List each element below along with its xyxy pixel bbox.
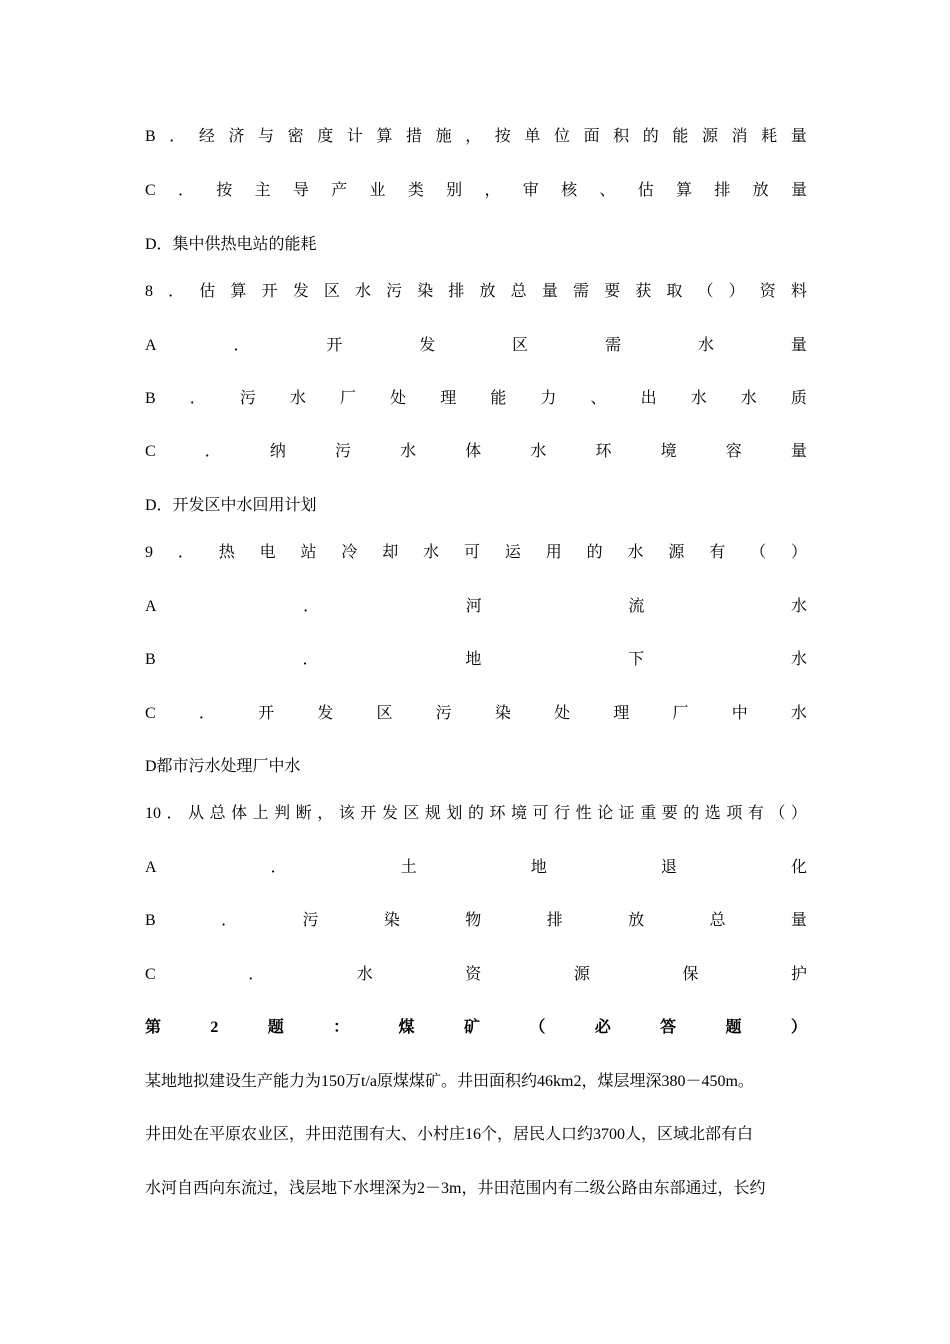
line xyxy=(145,803,807,825)
text-token: 度 xyxy=(317,128,334,145)
text-token: 运 xyxy=(504,544,521,561)
line: 井田处在平原农业区，井田范围有大、小村庄16个，居民人口约3700人，区域北部有白 xyxy=(145,1126,754,1143)
text-token: 性 xyxy=(575,805,592,822)
text-token: C xyxy=(145,443,156,460)
text-token: 水 xyxy=(530,443,547,460)
section-heading xyxy=(145,1017,807,1039)
text-token: A xyxy=(145,859,157,876)
text-token: 选 xyxy=(704,805,721,822)
text-token: ． xyxy=(270,859,287,876)
text-token: 题 xyxy=(725,1019,742,1036)
line xyxy=(145,180,807,202)
text-token: 划 xyxy=(446,805,463,822)
text-token: 估 xyxy=(199,283,216,300)
text-token: 论 xyxy=(597,805,614,822)
text-token: 水 xyxy=(423,544,440,561)
line xyxy=(145,649,807,671)
text-token: 的 xyxy=(683,805,700,822)
text-token: 审 xyxy=(522,182,539,199)
text-token: 消 xyxy=(731,128,748,145)
text-token: 污 xyxy=(302,912,319,929)
line: 某地地拟建设生产能力为150万t/a原煤煤矿。井田面积约46km2，煤层埋深380－450m。 xyxy=(145,1073,754,1090)
text-token: 水 xyxy=(690,390,707,407)
text-token: 放 xyxy=(752,182,769,199)
text-token: 密 xyxy=(287,128,304,145)
text-token: ． xyxy=(177,182,194,199)
text-token: 染 xyxy=(383,912,400,929)
text-token: （ xyxy=(697,283,714,300)
line xyxy=(145,281,807,303)
text-token: 区 xyxy=(323,283,340,300)
text-token: 判 xyxy=(274,805,291,822)
text-token: 行 xyxy=(554,805,571,822)
text-token: 水 xyxy=(790,651,807,668)
text-token: 护 xyxy=(790,966,807,983)
text-token: 的 xyxy=(467,805,484,822)
text-token: 河 xyxy=(465,598,482,615)
text-token: 土 xyxy=(400,859,417,876)
text-token: 流 xyxy=(628,598,645,615)
text-token: B xyxy=(145,128,156,145)
line xyxy=(145,542,807,564)
text-token: 计 xyxy=(346,128,363,145)
text-token: C xyxy=(145,182,156,199)
line xyxy=(145,703,807,725)
text-token: 开 xyxy=(258,705,275,722)
text-token: B xyxy=(145,651,156,668)
text-token: 量 xyxy=(790,337,807,354)
text-token: ， xyxy=(484,182,501,199)
text-token: 开 xyxy=(360,805,377,822)
text-token: 地 xyxy=(465,651,482,668)
line xyxy=(145,596,807,618)
text-token: 按 xyxy=(494,128,511,145)
text-token: 区 xyxy=(376,705,393,722)
line xyxy=(145,964,807,986)
text-token: ． xyxy=(198,705,215,722)
text-token: 物 xyxy=(465,912,482,929)
text-token: 的 xyxy=(586,544,603,561)
text-token: 别 xyxy=(446,182,463,199)
text-token: 源 xyxy=(701,128,718,145)
text-token: 项 xyxy=(726,805,743,822)
text-token: ） xyxy=(790,1019,807,1036)
text-token: 需 xyxy=(605,337,622,354)
text-token: 经 xyxy=(198,128,215,145)
text-token: ． xyxy=(303,598,320,615)
text-token: 10 xyxy=(145,805,161,822)
text-token: 的 xyxy=(642,128,659,145)
line: D．开发区中水回用计划 xyxy=(145,497,317,514)
text-token: 有 xyxy=(747,805,764,822)
text-token: ． xyxy=(248,966,265,983)
text-token: 上 xyxy=(252,805,269,822)
text-token: 需 xyxy=(572,283,589,300)
text-token: 区 xyxy=(403,805,420,822)
text-token: 厂 xyxy=(340,390,357,407)
text-token: 与 xyxy=(258,128,275,145)
line xyxy=(145,335,807,357)
text-token: 量 xyxy=(790,912,807,929)
text-token: 退 xyxy=(660,859,677,876)
text-token: 处 xyxy=(554,705,571,722)
text-token: 主 xyxy=(254,182,271,199)
text-token: 境 xyxy=(660,443,677,460)
text-token: （ xyxy=(529,1019,546,1036)
text-token: 发 xyxy=(317,705,334,722)
line xyxy=(145,441,807,463)
line xyxy=(145,857,807,879)
text-token: 污 xyxy=(435,705,452,722)
text-token: 染 xyxy=(417,283,434,300)
line xyxy=(145,126,807,148)
text-token: 总 xyxy=(209,805,226,822)
text-token: 放 xyxy=(628,912,645,929)
text-token: 业 xyxy=(369,182,386,199)
text-token: 规 xyxy=(424,805,441,822)
text-token: 环 xyxy=(595,443,612,460)
text-token: 煤 xyxy=(398,1019,415,1036)
text-token: 中 xyxy=(731,705,748,722)
text-token: 必 xyxy=(594,1019,611,1036)
text-token: 核 xyxy=(561,182,578,199)
text-token: 电 xyxy=(259,544,276,561)
text-token: 9 xyxy=(145,544,153,561)
text-token: 理 xyxy=(613,705,630,722)
text-token: 可 xyxy=(532,805,549,822)
line: 水河自西向东流过，浅层地下水埋深为2－3m，井田范围内有二级公路由东部通过，长约 xyxy=(145,1180,766,1197)
text-token: 水 xyxy=(289,390,306,407)
text-token: 面 xyxy=(583,128,600,145)
text-token: 开 xyxy=(326,337,343,354)
text-token: C xyxy=(145,966,156,983)
text-token: 、 xyxy=(599,182,616,199)
text-token: 发 xyxy=(292,283,309,300)
text-token: 要 xyxy=(604,283,621,300)
text-token: 产 xyxy=(331,182,348,199)
text-token: 体 xyxy=(231,805,248,822)
text-token: 总 xyxy=(510,283,527,300)
text-token: ） xyxy=(790,805,807,822)
text-token: 2 xyxy=(210,1019,219,1036)
text-token: 耗 xyxy=(761,128,778,145)
text-token: ： xyxy=(333,1019,350,1036)
text-token: 8 xyxy=(145,283,153,300)
text-token: 出 xyxy=(640,390,657,407)
text-token: 、 xyxy=(590,390,607,407)
text-token: 能 xyxy=(490,390,507,407)
text-token: 措 xyxy=(406,128,423,145)
text-token: 水 xyxy=(627,544,644,561)
text-token: 水 xyxy=(354,283,371,300)
text-token: 理 xyxy=(440,390,457,407)
text-token: 区 xyxy=(512,337,529,354)
line: D都市污水处理厂中水 xyxy=(145,758,301,775)
text-token: 发 xyxy=(419,337,436,354)
text-token: 水 xyxy=(740,390,757,407)
text-token: （ xyxy=(750,544,767,561)
text-token: 类 xyxy=(407,182,424,199)
text-token: 有 xyxy=(709,544,726,561)
text-token: ， xyxy=(465,128,482,145)
text-token: 污 xyxy=(239,390,256,407)
text-token: B xyxy=(145,912,156,929)
text-token: A xyxy=(145,598,157,615)
text-token: 取 xyxy=(666,283,683,300)
text-token: 单 xyxy=(524,128,541,145)
text-token: 估 xyxy=(637,182,654,199)
text-token: 量 xyxy=(790,443,807,460)
text-token: 断 xyxy=(295,805,312,822)
text-token: 可 xyxy=(463,544,480,561)
text-token: 量 xyxy=(790,128,807,145)
text-token: ． xyxy=(189,390,206,407)
text-token: 境 xyxy=(511,805,528,822)
text-token: 环 xyxy=(489,805,506,822)
text-token: ． xyxy=(166,805,183,822)
text-token: 厂 xyxy=(672,705,689,722)
text-token: 开 xyxy=(261,283,278,300)
text-token: 水 xyxy=(400,443,417,460)
text-token: ． xyxy=(169,128,186,145)
text-token: 料 xyxy=(790,283,807,300)
text-token: 位 xyxy=(553,128,570,145)
text-token: ， xyxy=(317,805,334,822)
text-token: 水 xyxy=(356,966,373,983)
text-token: 该 xyxy=(338,805,355,822)
text-token: C xyxy=(145,705,156,722)
text-token: 水 xyxy=(790,598,807,615)
text-token: 用 xyxy=(545,544,562,561)
text-token: 纳 xyxy=(269,443,286,460)
text-token: 站 xyxy=(300,544,317,561)
text-token: 从 xyxy=(188,805,205,822)
text-token: 要 xyxy=(661,805,678,822)
text-token: 排 xyxy=(448,283,465,300)
text-token: 获 xyxy=(635,283,652,300)
line: D．集中供热电站的能耗 xyxy=(145,236,317,253)
text-token: 答 xyxy=(660,1019,677,1036)
text-token: 力 xyxy=(540,390,557,407)
text-token: 资 xyxy=(759,283,776,300)
text-token: 放 xyxy=(479,283,496,300)
text-token: 总 xyxy=(709,912,726,929)
text-token: 热 xyxy=(218,544,235,561)
text-token: 证 xyxy=(618,805,635,822)
text-token: 导 xyxy=(292,182,309,199)
text-token: 保 xyxy=(682,966,699,983)
text-token: 量 xyxy=(790,182,807,199)
text-token: 重 xyxy=(640,805,657,822)
text-token: 算 xyxy=(230,283,247,300)
line xyxy=(145,910,807,932)
text-token: 施 xyxy=(435,128,452,145)
text-token: 矿 xyxy=(463,1019,480,1036)
text-token: 发 xyxy=(381,805,398,822)
text-token: ． xyxy=(302,651,319,668)
text-token: 第 xyxy=(145,1019,162,1036)
text-token: 却 xyxy=(382,544,399,561)
text-token: 济 xyxy=(228,128,245,145)
text-token: 能 xyxy=(672,128,689,145)
text-token: 水 xyxy=(697,337,714,354)
text-token: 染 xyxy=(494,705,511,722)
text-token: ． xyxy=(168,283,185,300)
text-token: A xyxy=(145,337,157,354)
text-token: ） xyxy=(790,544,807,561)
text-token: ． xyxy=(177,544,194,561)
text-token: ． xyxy=(204,443,221,460)
text-token: 积 xyxy=(613,128,630,145)
text-token: 化 xyxy=(790,859,807,876)
text-token: 冷 xyxy=(341,544,358,561)
text-token: 地 xyxy=(530,859,547,876)
line xyxy=(145,388,807,410)
text-token: 容 xyxy=(725,443,742,460)
text-token: （ xyxy=(769,805,786,822)
text-token: B xyxy=(145,390,156,407)
text-token: 题 xyxy=(267,1019,284,1036)
text-token: 源 xyxy=(573,966,590,983)
text-token: ． xyxy=(221,912,238,929)
text-token: 处 xyxy=(390,390,407,407)
text-token: 水 xyxy=(790,705,807,722)
text-token: ） xyxy=(728,283,745,300)
text-token: 源 xyxy=(668,544,685,561)
text-token: 质 xyxy=(790,390,807,407)
text-token: 体 xyxy=(465,443,482,460)
text-token: 量 xyxy=(541,283,558,300)
text-token: 污 xyxy=(386,283,403,300)
text-token: 排 xyxy=(546,912,563,929)
text-token: 按 xyxy=(216,182,233,199)
text-token: 下 xyxy=(628,651,645,668)
text-token: ． xyxy=(233,337,250,354)
text-token: 排 xyxy=(714,182,731,199)
text-token: 算 xyxy=(676,182,693,199)
text-token: 资 xyxy=(465,966,482,983)
text-token: 污 xyxy=(335,443,352,460)
text-token: 算 xyxy=(376,128,393,145)
